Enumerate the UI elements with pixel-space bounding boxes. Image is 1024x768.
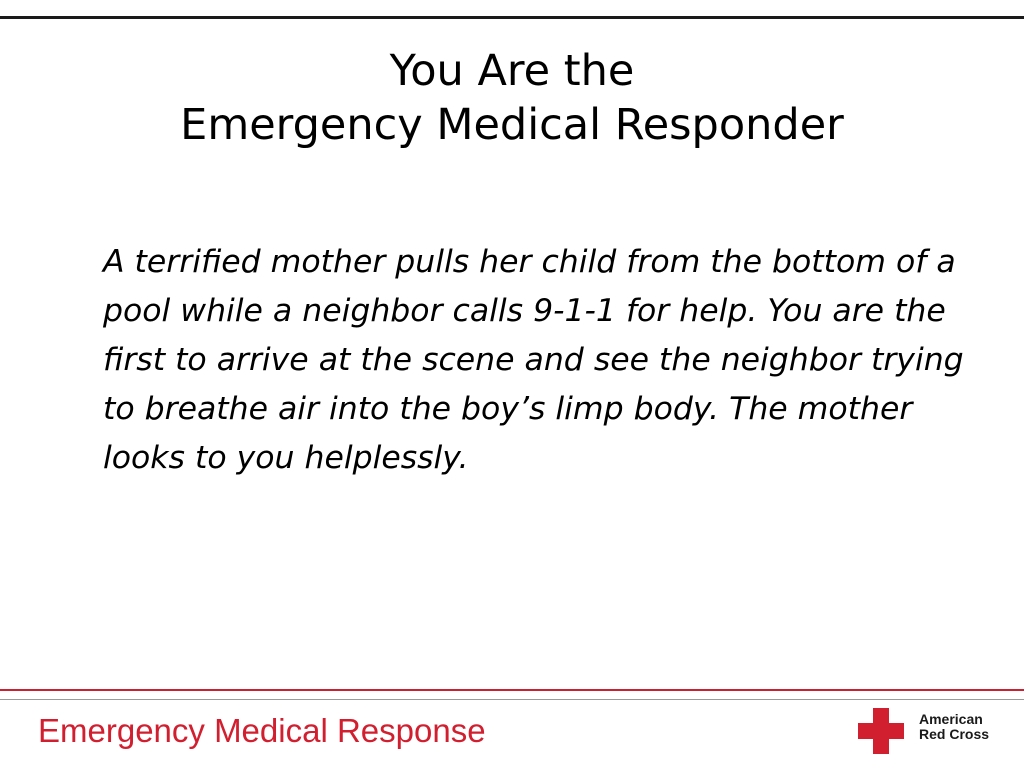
- top-divider: [0, 16, 1024, 19]
- scenario-text: A terrified mother pulls her child from the bottom of a pool while a neighbor calls 9-1-1 for help. You are the first to arrive at the scene and see the neighbor trying to breathe air into the boy’s limp body. The mother looks to you helplessly.: [103, 244, 964, 476]
- slide-title-line-1: You Are the: [389, 46, 635, 96]
- footer-divider-red: [0, 689, 1024, 691]
- logo-line-2: Red Cross: [919, 726, 990, 742]
- red-cross-icon: [858, 708, 904, 754]
- slide-title: [0, 44, 1024, 152]
- slide-title-line-2: Emergency Medical Responder: [180, 100, 844, 150]
- american-red-cross-logo: [858, 708, 1008, 754]
- logo-line-1: American: [919, 711, 983, 727]
- footer-course-title: Emergency Medical Response: [38, 712, 486, 749]
- logo-wordmark: [919, 712, 989, 742]
- footer-divider-gray: [0, 699, 1024, 700]
